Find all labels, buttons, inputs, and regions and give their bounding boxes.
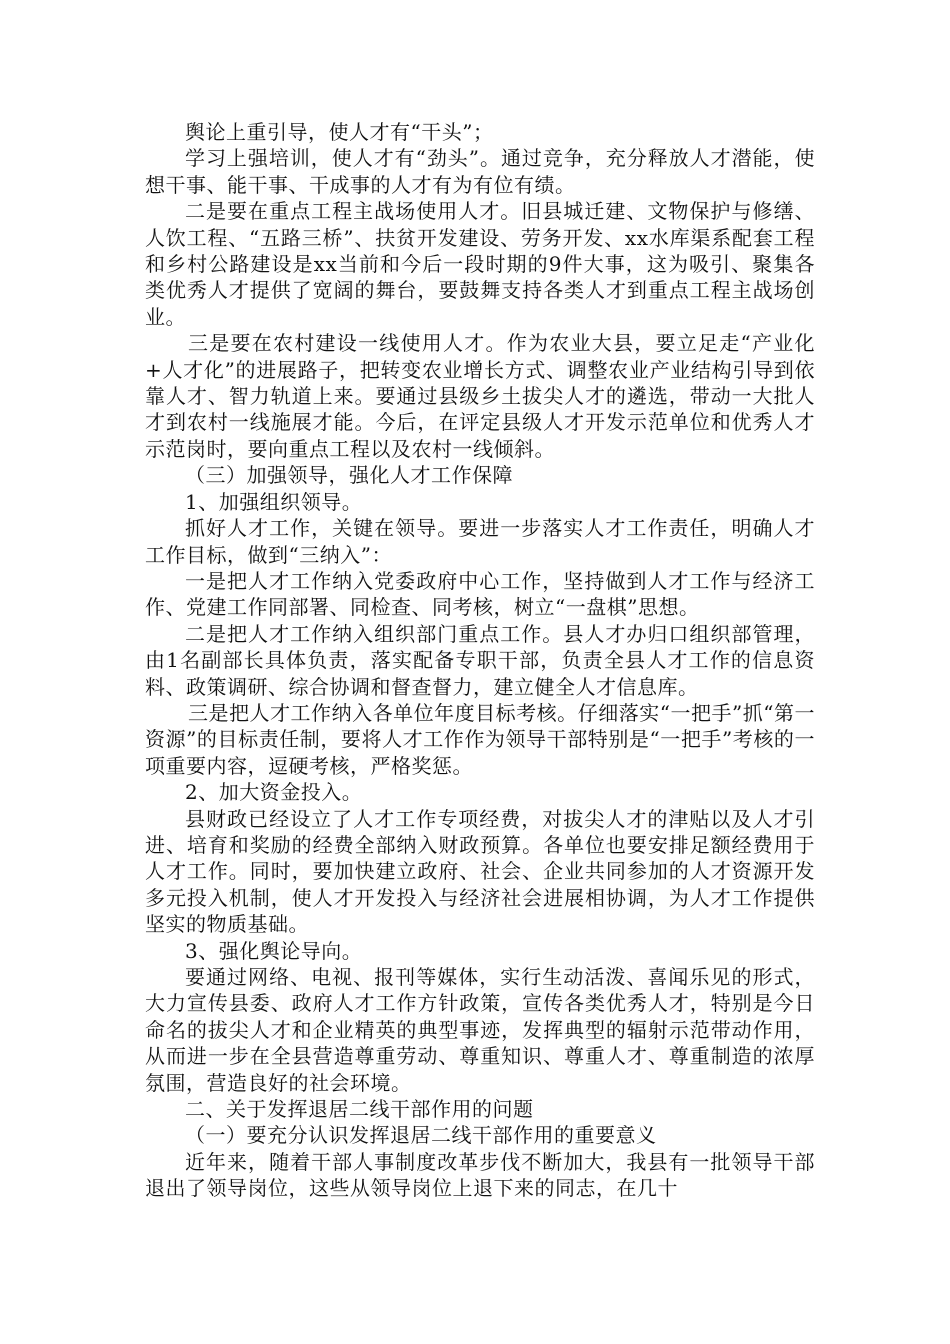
paragraph: 近年来，随着干部人事制度改革步伐不断加大，我县有一批领导干部退出了领导岗位，这些从领导岗位上退下来的同志，在几十 (145, 1149, 815, 1201)
paragraph: 三是把人才工作纳入各单位年度目标考核。仔细落实“一把手”抓“第一资源”的目标责任制，要将人才工作作为领导干部特别是“一把手”考核的一项重要内容，逗硬考核，严格奖惩。 (145, 700, 815, 778)
section-heading: （三）加强领导，强化人才工作保障 (185, 463, 513, 488)
section-heading: （一）要充分认识发挥退居二线干部作用的重要意义 (185, 1123, 657, 1148)
subsection-heading: 1、加强组织领导。 (185, 489, 363, 514)
document-body (145, 119, 815, 1202)
paragraph: 一是把人才工作纳入党委政府中心工作，坚持做到人才工作与经济工作、党建工作同部署、同检查、同考核，树立“一盘棋”思想。 (145, 568, 815, 620)
paragraph: 二是要在重点工程主战场使用人才。旧县城迁建、文物保护与修缮、人饮工程、“五路三桥”、扶贫开发建设、劳务开发、xx水库渠系配套工程和乡村公路建设是xx当前和今后一段时期的9件大事，这为吸引、聚集各类优秀人才提供了宽阔的舞台，要鼓舞支持各类人才到重点工程主战场创业。 (145, 199, 815, 329)
section-heading: 二、关于发挥退居二线干部作用的问题 (185, 1097, 534, 1122)
subsection-heading: 3、强化舆论导向。 (185, 938, 363, 963)
paragraph: 县财政已经设立了人才工作专项经费，对拔尖人才的津贴以及人才引进、培育和奖励的经费全部纳入财政预算。各单位也要安排足额经费用于人才工作。同时，要加快建立政府、社会、企业共同参加的人才资源开发多元投入机制，使人才开发投入与经济社会进展相协调，为人才工作提供坚实的物质基础。 (145, 806, 815, 937)
paragraph: 抓好人才工作，关键在领导。要进一步落实人才工作责任，明确人才工作目标，做到“三纳入”： (145, 516, 815, 567)
subsection-heading: 2、加大资金投入。 (185, 780, 363, 805)
paragraph: 学习上强培训，使人才有“劲头”。通过竞争，充分释放人才潜能，使想干事、能干事、干成事的人才有为有位有绩。 (145, 146, 815, 197)
paragraph: 要通过网络、电视、报刊等媒体，实行生动活泼、喜闻乐见的形式，大力宣传县委、政府人才工作方针政策，宣传各类优秀人才，特别是今日命名的拔尖人才和企业精英的典型事迹，发挥典型的辐射示范带动作用，从而进一步在全县营造尊重劳动、尊重知识、尊重人才、尊重制造的浓厚氛围，营造良好的社会环境。 (145, 965, 815, 1095)
paragraph: 二是把人才工作纳入组织部门重点工作。县人才办归口组织部管理，由1名副部长具体负责，落实配备专职干部，负责全县人才工作的信息资料、政策调研、综合协调和督查督力，建立健全人才信息库。 (145, 621, 815, 699)
paragraph: 舆论上重引导，使人才有“干头”； (185, 120, 494, 144)
paragraph: 三是要在农村建设一线使用人才。作为农业大县，要立足走“产业化+人才化”的进展路子，把转变农业增长方式、调整农业产业结构引导到依靠人才、智力轨道上来。要通过县级乡土拔尖人才的遴选，带动一大批人才到农村一线施展才能。今后，在评定县级人才开发示范单位和优秀人才示范岗时，要向重点工程以及农村一线倾斜。 (145, 331, 815, 461)
